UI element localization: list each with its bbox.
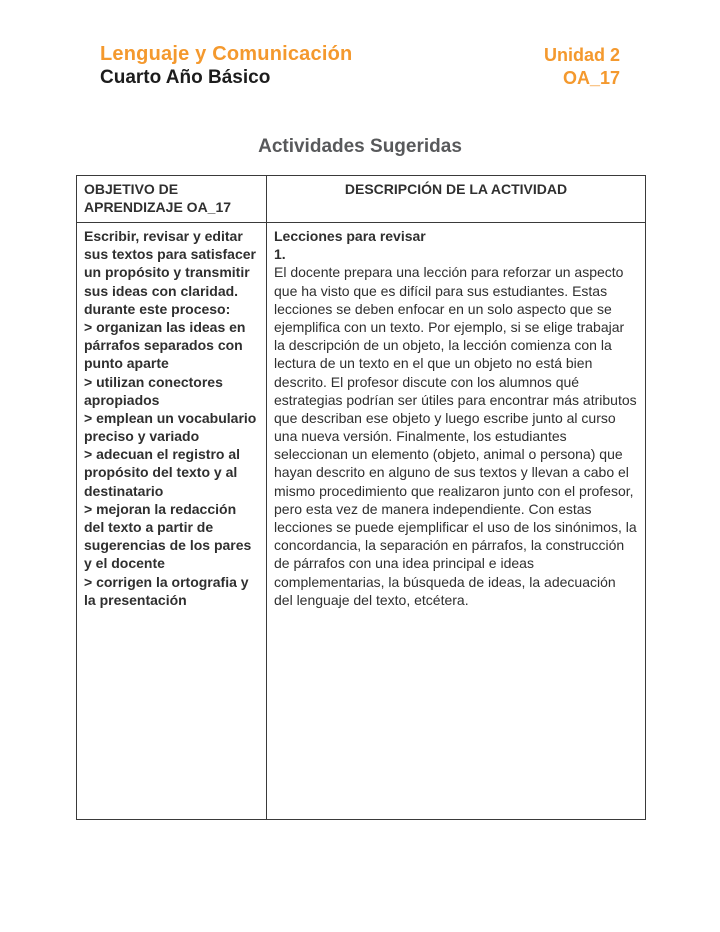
header-subject: Lenguaje y Comunicación <box>100 43 353 65</box>
activity-number: 1. <box>274 246 286 263</box>
activities-table <box>76 175 646 820</box>
objective-bullet: > utilizan conectores apropiados <box>84 373 223 408</box>
column-header-description: DESCRIPCIÓN DE LA ACTIVIDAD <box>267 176 646 223</box>
objective-bullet: > corrigen la ortografia y la presentación <box>84 573 249 608</box>
column-header-objective: OBJETIVO DE APRENDIZAJE OA_17 <box>77 176 267 223</box>
document-header-left <box>100 42 352 89</box>
activity-heading: Lecciones para revisar <box>274 228 426 244</box>
objective-bullet: > adecuan el registro al propósito del texto y al destinatario <box>84 446 241 499</box>
objective-cell <box>77 223 267 820</box>
objective-bullet: > mejoran la redacción del texto a partir de sugerencias de los pares y el docente <box>84 500 252 572</box>
objective-bullet: > emplean un vocabulario preciso y variado <box>84 409 257 445</box>
table-body-row <box>77 223 646 820</box>
header-grade: Cuarto Año Básico <box>100 67 271 88</box>
document-header-right <box>544 44 620 90</box>
page-title: Actividades Sugeridas <box>258 136 462 157</box>
objective-bullet: > organizan las ideas en párrafos separados con punto aparte <box>84 318 246 372</box>
table-header-row <box>77 176 646 223</box>
description-cell <box>267 223 646 820</box>
activity-paragraph: El docente prepara una lección para reforzar un aspecto que ha visto que es difícil para sus estudiantes. Estas lecciones se deben enfocar en un solo aspecto que se ejemplifica con un texto. Por ejemplo, si se elige trabajar la descripción de un objeto, la lección comienza con la lectura de un texto en el que un objeto no está bien descrito. El profesor discute con los alumnos qué estrategias podrían ser útiles para encontrar más atributos que describan ese objeto y luego escribe junto al curso una nueva versión. Finalmente, los estudiantes seleccionan un elemento (objeto, animal o persona) que hayan descrito en alguno de sus textos y llevan a cabo el mismo procedimiento que realizaron junto con el profesor, pero esta vez de manera independiente. Con estas lecciones se puede ejemplificar el uso de los sinónimos, la concordancia, la separación en párrafos, la construcción de párrafos con una idea principal e ideas complementarias, la búsqueda de ideas, la adecuación del lenguaje del texto, etcétera. <box>274 264 637 608</box>
header-oa-code: OA_17 <box>562 68 620 88</box>
header-unit: Unidad 2 <box>543 45 620 65</box>
objective-intro: Escribir, revisar y editar sus textos para satisfacer un propósito y transmitir sus ideas con claridad. durante este proceso: <box>84 228 256 317</box>
